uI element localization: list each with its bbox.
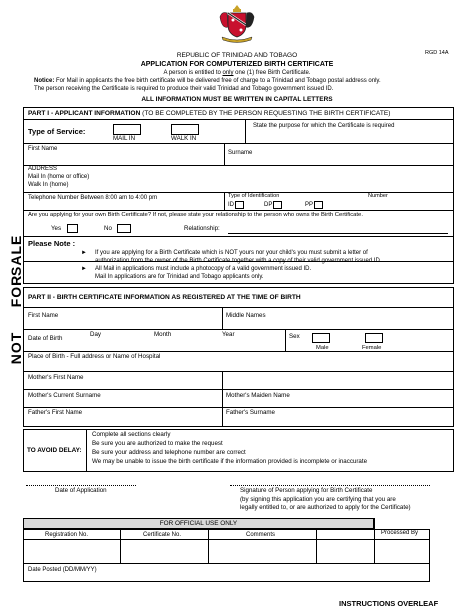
date-posted-field[interactable]: [23, 563, 430, 582]
id-number-label: Number: [368, 193, 388, 199]
female-checkbox[interactable]: [365, 333, 383, 343]
signature-field[interactable]: [230, 476, 430, 485]
entitlement-only: only: [222, 70, 234, 76]
col-divider: [222, 371, 223, 389]
entitlement-line: [0, 70, 474, 77]
fathers-first-name-label: Father's First Name: [28, 409, 83, 416]
first-name-label: First Name: [28, 146, 58, 152]
notice-line-1: [34, 78, 381, 85]
signature-label: Signature of Person applying for Birth Certificate: [240, 487, 373, 494]
id-option-label: ID: [228, 202, 234, 208]
female-label: Female: [362, 345, 382, 351]
part1-heading: [28, 110, 390, 117]
fathers-first-name-field[interactable]: [23, 407, 222, 427]
certificate-no-header: Certificate No.: [143, 532, 182, 538]
processed-by-header: Processed By: [381, 530, 419, 536]
part2-heading: PART II - BIRTH CERTIFICATE INFORMATION AS REGISTERED AT THE TIME OF BIRTH: [28, 294, 301, 301]
part1-heading-rest: (TO BE COMPLETED BY THE PERSON REQUESTING THE BIRTH CERTIFICATE): [140, 110, 391, 117]
date-of-application-label: Date of Application: [55, 487, 107, 494]
telephone-field[interactable]: [23, 192, 224, 210]
mail-in-address-label: Mail In (home or office): [28, 174, 90, 180]
pp-option-label: PP: [305, 202, 314, 208]
dob-day-field[interactable]: [84, 330, 134, 350]
side-text-for: FOR: [8, 274, 24, 308]
dob-day-label: Day: [90, 331, 102, 338]
notice-label: Notice:: [34, 78, 55, 84]
telephone-label: Telephone Number Between 8:00 am to 4:00 pm: [28, 195, 158, 201]
entitlement-post: one (1) free Birth Certificate.: [233, 70, 311, 76]
dob-year-field[interactable]: [216, 330, 280, 350]
avoid-delay-line-2: Be sure you are authorized to make the request: [92, 440, 223, 447]
note-bullet-1-line-2: authorization from the owner of the Birth Certificate together with a copy of their valid government issued ID.: [95, 258, 382, 264]
relationship-line: [228, 233, 448, 234]
mail-in-checkbox[interactable]: [113, 124, 141, 135]
walk-in-address-label: Walk In (home): [28, 182, 69, 188]
comments-field[interactable]: [208, 539, 316, 563]
id-number-field[interactable]: [330, 200, 450, 209]
coat-of-arms-icon: [216, 3, 258, 45]
please-note-section: [23, 236, 454, 284]
dp-option-label: DP: [264, 202, 273, 208]
capital-letters-notice: ALL INFORMATION MUST BE WRITTEN IN CAPITAL LETTERS: [141, 96, 333, 103]
notice-line-2: The person receiving the Certificate is required to produce their valid Trinidad and Tobago government issued ID.: [34, 86, 334, 92]
instructions-overleaf: INSTRUCTIONS OVERLEAF: [339, 599, 439, 608]
avoid-delay-line-4: We may be unable to issue the birth certificate if the information provided is incomplete or inaccurate: [92, 458, 368, 465]
middle-names-field[interactable]: [222, 307, 454, 329]
country-name: REPUBLIC OF TRINIDAD AND TOBAGO: [176, 52, 298, 59]
avoid-delay-divider: [86, 429, 87, 472]
relationship-label: Relationship:: [184, 225, 220, 232]
walk-in-checkbox[interactable]: [171, 124, 199, 135]
notice-text-1: For Mail in applicants the free birth certificate will be delivered free of charge to a Trinidad and Tobago postal address only.: [54, 78, 381, 84]
row-divider: [23, 210, 454, 211]
address-label: ADDRESS: [28, 166, 58, 172]
birth-first-name-field[interactable]: [23, 307, 222, 329]
mothers-current-surname-field[interactable]: [23, 389, 222, 407]
signature-note-1: (by signing this application you are certifying that you are: [240, 496, 396, 503]
bullet-arrow-icon: ►: [81, 266, 87, 272]
sex-label: Sex: [289, 333, 300, 340]
signature-note-2: legally entitled to, or are authorized to apply for the Certificate): [240, 504, 411, 511]
place-of-birth-field[interactable]: [23, 351, 454, 371]
mothers-current-surname-label: Mother's Current Surname: [28, 392, 101, 399]
mothers-maiden-name-field[interactable]: [222, 389, 454, 407]
col-divider: [285, 329, 286, 351]
processed-by-field[interactable]: [374, 539, 430, 563]
purpose-field[interactable]: [245, 119, 454, 143]
entitlement-pre: A person is entitled to: [163, 70, 223, 76]
official-use-heading-text: FOR OFFICIAL USE ONLY: [159, 520, 238, 527]
applicant-surname-field[interactable]: [224, 143, 454, 165]
id-checkbox[interactable]: [235, 201, 244, 209]
side-text-not: NOT: [8, 331, 24, 365]
dob-month-label: Month: [154, 331, 172, 338]
coat-of-arms-crest: [216, 3, 258, 45]
male-label: Male: [316, 345, 329, 351]
note-bullet-2-line-1: All Mail in applications must include a photocopy of a valid government issued ID.: [95, 266, 312, 272]
relationship-field[interactable]: [228, 222, 448, 233]
pp-checkbox[interactable]: [314, 201, 323, 209]
purpose-label: State the purpose for which the Certificate is required: [253, 123, 395, 129]
dob-month-field[interactable]: [148, 330, 208, 350]
please-note-title: Please Note :: [28, 239, 76, 248]
date-of-application-field[interactable]: [26, 476, 136, 485]
side-text-sale: SALE: [8, 234, 24, 276]
dp-checkbox[interactable]: [273, 201, 282, 209]
place-of-birth-label: Place of Birth - Full address or Name of Hospital: [28, 353, 161, 360]
comments-header: Comments: [246, 532, 276, 538]
type-of-id-label: Type of Identification: [228, 193, 280, 199]
address-field[interactable]: [23, 165, 454, 192]
mothers-first-name-field[interactable]: [23, 371, 222, 389]
mothers-maiden-name-label: Mother's Maiden Name: [226, 392, 290, 399]
form-title: APPLICATION FOR COMPUTERIZED BIRTH CERTIFICATE: [140, 61, 334, 68]
avoid-delay-line-3: Be sure your address and telephone number are correct: [92, 449, 246, 456]
bullet-arrow-icon: ►: [81, 250, 87, 256]
date-of-birth-label: Date of Birth: [28, 335, 63, 342]
date-of-application-line: [26, 485, 136, 486]
form-code: RGD 14A: [425, 50, 449, 56]
mothers-first-name-label: Mother's First Name: [28, 374, 84, 381]
registration-no-field[interactable]: [23, 539, 120, 563]
birth-first-name-label: First Name: [28, 312, 59, 319]
applicant-first-name-field[interactable]: [23, 143, 224, 165]
fathers-surname-label: Father's Surname: [226, 409, 275, 416]
surname-label: Surname: [228, 150, 253, 156]
part1-heading-bold: PART I - APPLICANT INFORMATION: [28, 110, 141, 117]
type-of-service-label: Type of Service:: [28, 127, 86, 136]
signature-line: [230, 485, 430, 486]
yes-label: Yes: [51, 225, 62, 232]
table-col-line: [316, 529, 317, 563]
no-checkbox[interactable]: [117, 224, 131, 233]
date-posted-label: Date Posted (DD/MM/YY): [28, 567, 97, 573]
walk-in-label: WALK IN: [171, 135, 197, 142]
note-bullet-2-line-2: Mail In applications are for Trinidad and Tobago applicants only.: [95, 274, 264, 280]
male-checkbox[interactable]: [312, 333, 330, 343]
middle-names-label: Middle Names: [226, 312, 266, 319]
tel-divider: [224, 192, 225, 210]
mail-in-label: MAIL IN: [113, 135, 136, 142]
no-label: No: [104, 225, 112, 232]
avoid-delay-line-1: Complete all sections clearly: [92, 431, 171, 438]
registration-no-header: Registration No.: [45, 532, 89, 538]
certificate-no-field[interactable]: [120, 539, 208, 563]
dob-year-label: Year: [222, 331, 235, 338]
fathers-surname-field[interactable]: [222, 407, 454, 427]
yes-checkbox[interactable]: [67, 224, 78, 233]
own-certificate-question: Are you applying for your own Birth Certificate? If not, please state your relationship to the person who owns the Birth Certificate.: [28, 212, 363, 218]
note-bullet-1-line-1: If you are applying for a Birth Certificate which is NOT yours nor your child's you must submit a letter of: [95, 250, 368, 256]
avoid-delay-label: TO AVOID DELAY:: [27, 447, 82, 454]
